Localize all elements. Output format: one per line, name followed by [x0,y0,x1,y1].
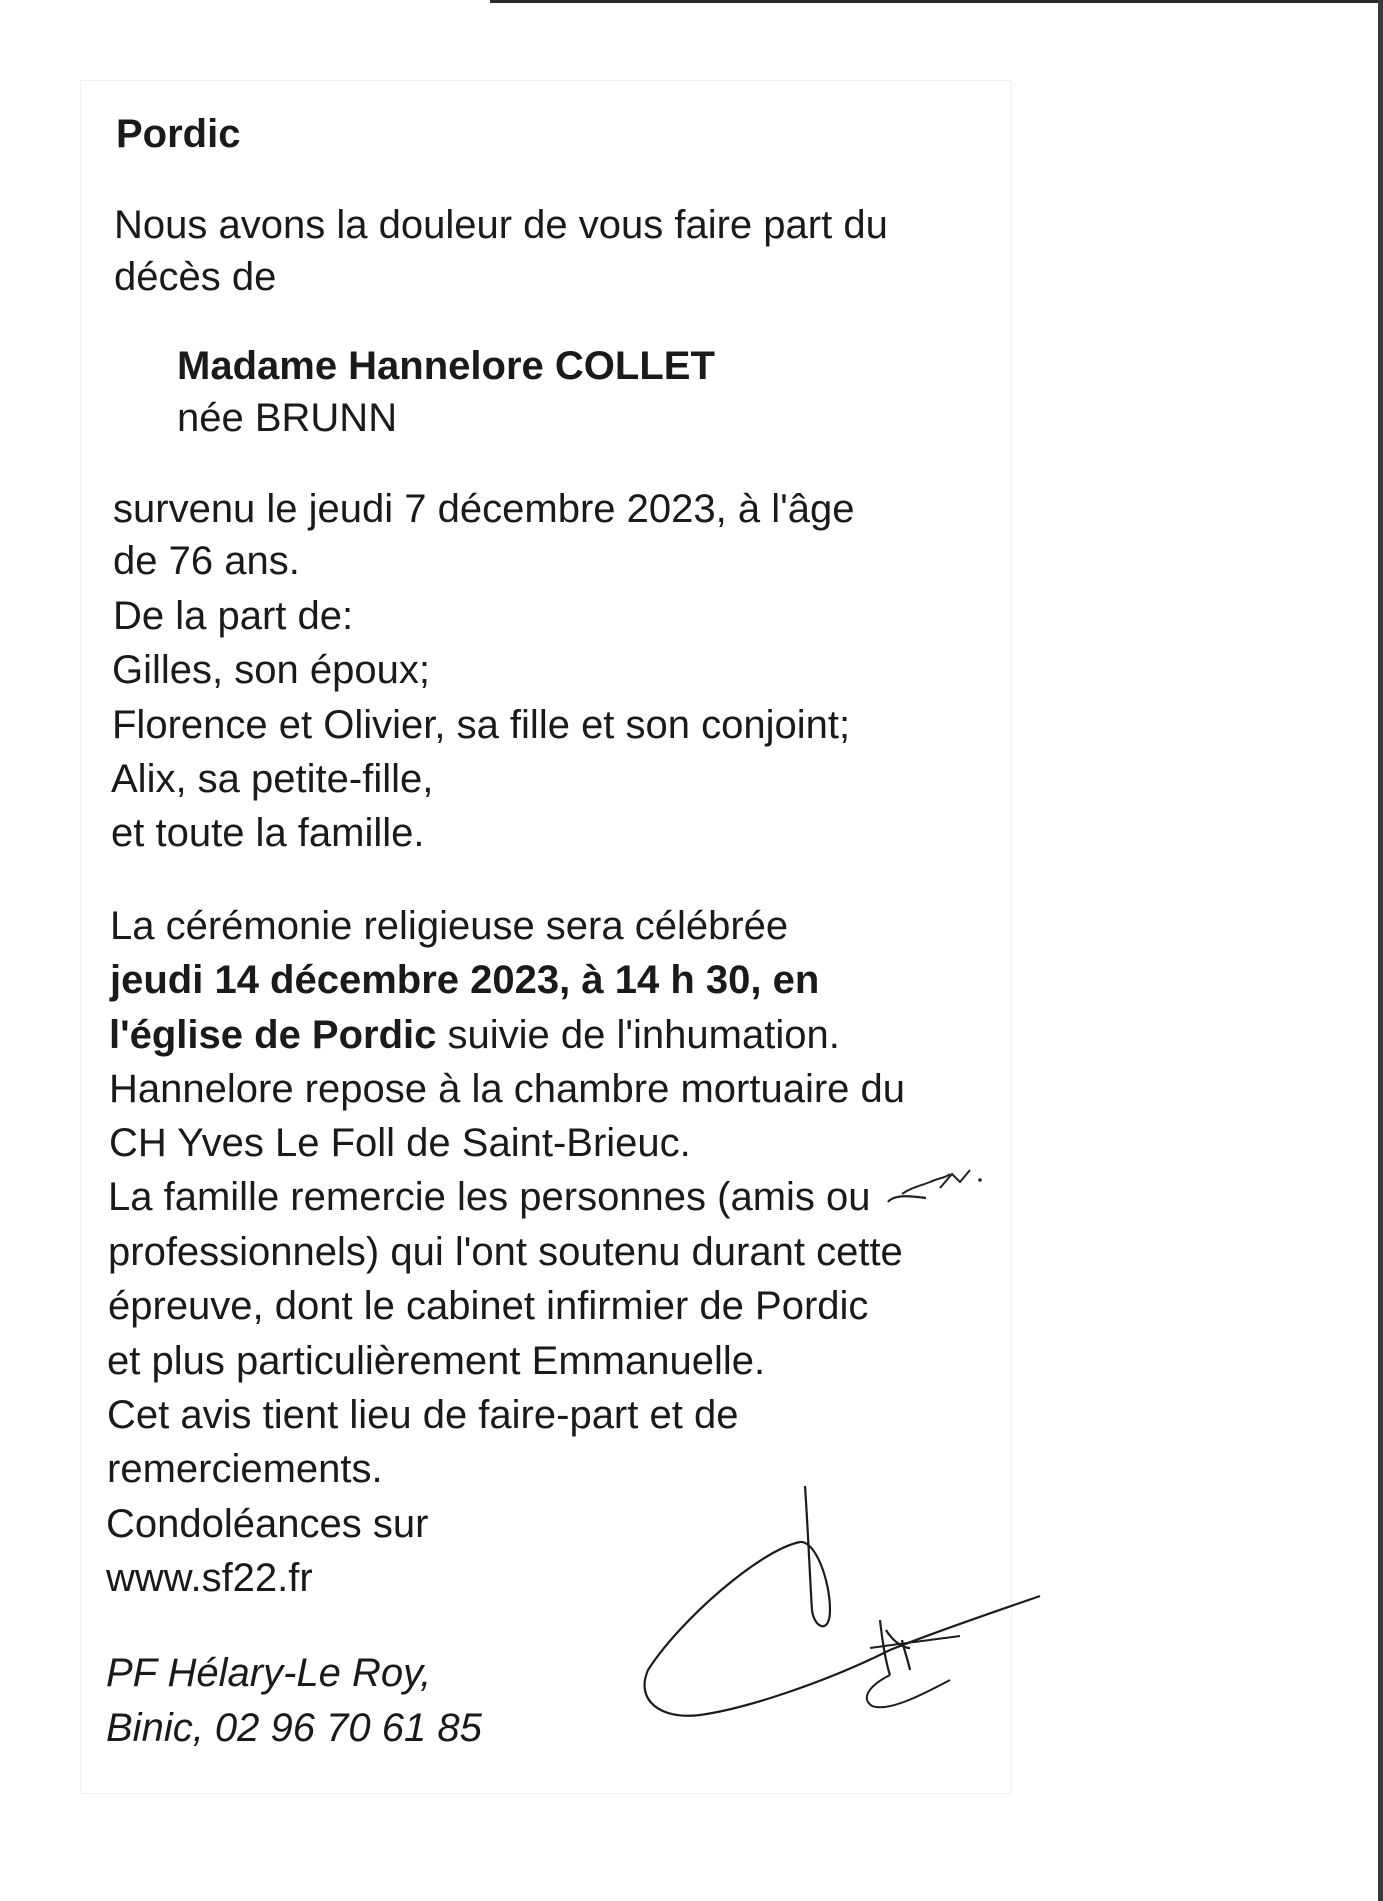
family-line: et toute la famille. [111,811,425,855]
website-line: www.sf22.fr [106,1556,313,1600]
funeral-home-contact: Binic, 02 96 70 61 85 [106,1706,482,1750]
family-line: Gilles, son époux; [112,648,430,692]
intro-line-2: décès de [114,255,277,299]
funeral-home-name: PF Hélary-Le Roy, [106,1651,432,1695]
closing-line: remerciements. [107,1447,383,1491]
deceased-birth-name: née BRUNN [177,396,398,440]
closing-line: professionnels) qui l'ont soutenu durant cette [108,1230,903,1274]
closing-line: La famille remercie les personnes (amis ou [108,1175,871,1219]
intro-line-1: Nous avons la douleur de vous faire part du [114,203,888,247]
ceremony-burial: suivie de l'inhumation. [436,1013,840,1057]
closing-line: épreuve, dont le cabinet infirmier de Pordic [108,1284,869,1328]
closing-line: Hannelore repose à la chambre mortuaire du [109,1067,905,1111]
closing-line: CH Yves Le Foll de Saint-Brieuc. [109,1121,691,1165]
ceremony-date: jeudi 14 décembre 2023, à 14 h 30, en [110,958,820,1002]
handwritten-correction-mark [880,1168,990,1218]
ceremony-place-line [109,1008,840,1063]
family-line: Florence et Olivier, sa fille et son conjoint; [112,703,851,747]
scan-right-edge [1378,0,1383,1901]
handwritten-signature [640,1470,1060,1730]
family-line: survenu le jeudi 7 décembre 2023, à l'âge [113,487,855,531]
family-line: Alix, sa petite-fille, [111,757,434,801]
scan-top-edge [490,0,1383,3]
closing-line: Cet avis tient lieu de faire-part et de [107,1393,739,1437]
deceased-name: Madame Hannelore COLLET [177,344,715,388]
family-line: de 76 ans. [113,539,300,583]
family-line: De la part de: [113,594,354,638]
ceremony-line: La cérémonie religieuse sera célébrée [110,904,789,948]
ceremony-place: l'église de Pordic [109,1013,437,1057]
town-heading: Pordic [116,112,241,156]
closing-line: et plus particulièrement Emmanuelle. [107,1339,766,1383]
closing-line: Condoléances sur [106,1502,429,1546]
